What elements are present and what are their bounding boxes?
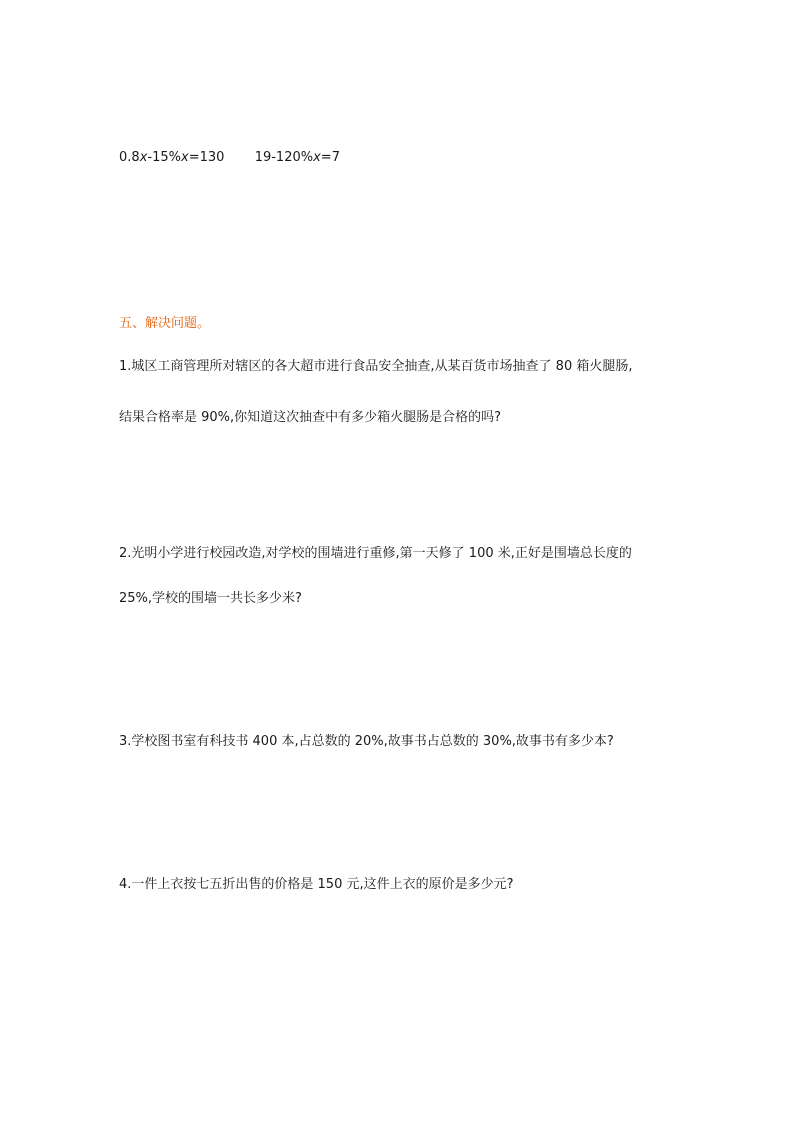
problem-3: 3.学校图书室有科技书 400 本,占总数的 20%,故事书占总数的 30%,故事书有多少本? bbox=[119, 734, 614, 749]
problem-2-line-1: 2.光明小学进行校园改造,对学校的围墙进行重修,第一天修了 100 米,正好是围墙总长度的 bbox=[119, 546, 632, 561]
section-title: 五、解决问题。 bbox=[119, 316, 211, 331]
problem-1-line-1: 1.城区工商管理所对辖区的各大超市进行食品安全抽查,从某百货市场抽查了 80 箱火腿肠, bbox=[119, 359, 633, 374]
equation-1-part: 0.8 bbox=[119, 150, 140, 165]
problem-2-line-2: 25%,学校的围墙一共长多少米? bbox=[119, 591, 302, 606]
equation-1-part: -15% bbox=[147, 150, 181, 165]
problem-1-line-2: 结果合格率是 90%,你知道这次抽查中有多少箱火腿肠是合格的吗? bbox=[119, 410, 502, 425]
problem-4: 4.一件上衣按七五折出售的价格是 150 元,这件上衣的原价是多少元? bbox=[119, 877, 514, 892]
equation-2-part: 19-120% bbox=[254, 150, 314, 165]
equation-1-variable: x bbox=[180, 150, 189, 165]
equation-1 bbox=[119, 149, 224, 167]
equation-1-part: =130 bbox=[188, 150, 225, 165]
equation-row bbox=[119, 149, 340, 167]
equation-2-part: =7 bbox=[320, 150, 340, 165]
equation-1-variable: x bbox=[139, 150, 148, 165]
equation-2 bbox=[255, 149, 340, 167]
equation-2-variable: x bbox=[313, 150, 321, 165]
